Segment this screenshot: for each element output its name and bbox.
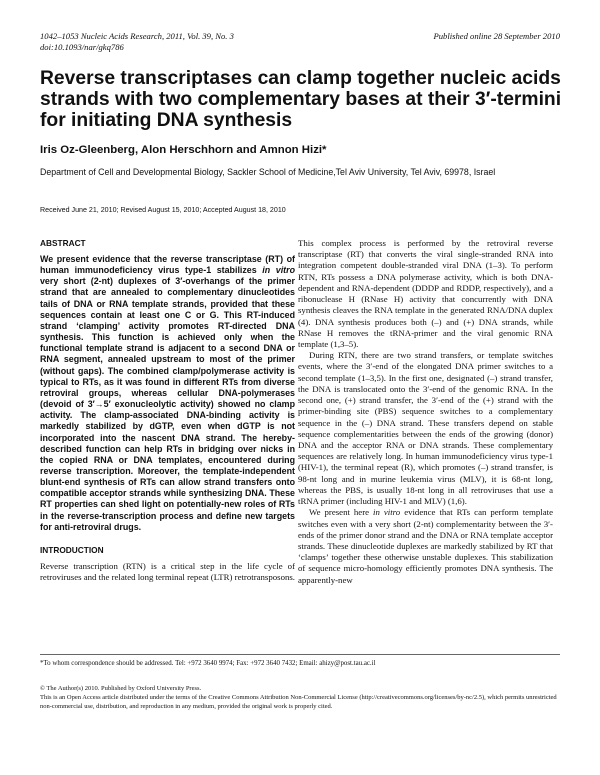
abstract-text: We present evidence that the reverse transcriptase (RT) of human immunodeficiency virus type-1 stabilizes in vitro very short (2-nt) duplexes of 3′-overhangs of the primer strand that are annealed to complementary dinucleotides tails of DNA or RNA template strands, provided that these sequences contain at least one C or G. This RT-induced strand ‘clamping’ activity promotes RT-directed DNA synthesis. This function is achieved only when the functional template strand is adjacent to a second DNA or RNA segment, annealed upstream to most of the primer (without gaps). The combined clamp/polymerase activity is typical to RTs, as it was found in different RTs from diverse retroviral groups, whereas cellular DNA-polymerases (devoid of 3′→5′ exonucleolytic activity) showed no clamp activity. The clamp-associated DNA-binding activity is markedly stabilized by dGTP, even when dGTP is not incorporated into the nascent DNA strand. The hereby-described function can help RTs in bridging over nicks in the copied RNA or DNA templates, encountered during reverse transcription. Moreover, the template-independent blunt-end synthesis of RTs can allow strand transfers onto compatible acceptor strands while synthesizing DNA. These RT properties can shed light on potentially-new roles of RTs in the reverse-transcription process and define new targets for anti-retroviral drugs. <box>40 254 295 532</box>
running-header <box>40 31 234 52</box>
copyright-line: © The Author(s) 2010. Published by Oxford University Press. <box>40 685 202 692</box>
abstract-heading: ABSTRACT <box>40 238 86 248</box>
footnote-divider <box>40 654 560 655</box>
intro-paragraph-3: We present here in vitro evidence that RTs can perform template switches even with a very short (2-nt) complementarity between the 3′-ends of the primer donor strand and the DNA or RNA template acceptor strands. These dinucleotide duplexes are markedly stabilized by RT that ‘clamps’ together these otherwise unstable duplexes. This stabilization of sequence micro-homology efficiently promotes DNA synthesis. The apparently-new <box>298 507 553 585</box>
doi: doi:10.1093/nar/gkq786 <box>40 41 124 52</box>
article-title: Reverse transcriptases can clamp together nucleic acids strands with two complementary bases at their 3′-termini for initiating DNA synthesis <box>40 68 562 131</box>
affiliation: Department of Cell and Developmental Biology, Sackler School of Medicine,Tel Aviv University, Tel Aviv, 69978, Israel <box>40 167 496 177</box>
introduction-heading: INTRODUCTION <box>40 544 104 555</box>
journal-citation: 1042–1053 Nucleic Acids Research, 2011, Vol. 39, No. 3 <box>40 31 234 41</box>
author-list: Iris Oz-Gleenberg, Alon Herschhorn and Amnon Hizi* <box>40 144 327 156</box>
intro-paragraph-1-continued-wrapper <box>298 238 553 350</box>
submission-dates: Received June 21, 2010; Revised August 15, 2010; Accepted August 18, 2010 <box>40 206 286 214</box>
license-text: This is an Open Access article distributed under the terms of the Creative Commons Attribution Non-Commercial License (http://creativecommons.org/licenses/by-nc/2.5), which permits unrestricted non-commercial use, distribution, and reproduction in any medium, provided the original work is properly cited. <box>40 694 557 710</box>
publication-date: Published online 28 September 2010 <box>433 31 560 41</box>
intro-paragraph-1-continued: This complex process is performed by the retroviral reverse transcriptase (RT) that converts the viral single-stranded RNA into integration competent double-stranded viral DNA (1–3). To perform RTN, RTs possess a DNA polymerase activity, which is both DNA-dependent and RNA-dependent (DDDP and RDDP, respectively), and a ribonuclease H (RNase H) activity that concurrently with DNA synthesis cleaves the RNA template in the generated RNA/DNA duplex (4). DNA synthesis produces both (–) and (+) DNA strands, while RNase H removes the tRNA-primer and the viral genomic RNA template (1,3–5). <box>298 238 553 350</box>
intro-paragraph-1: Reverse transcription (RTN) is a critical step in the life cycle of retroviruses and the related long terminal repeat (LTR) retrotransposons. <box>40 560 295 583</box>
license-footnote <box>40 684 560 711</box>
correspondence-footnote: *To whom correspondence should be addressed. Tel: +972 3640 9974; Fax: +972 3640 7432; Email: ahizy@post.tau.ac.il <box>40 660 376 667</box>
intro-paragraph-2: During RTN, there are two strand transfers, or template switches events, where the 3′-end of the elongated DNA primer switches to a second template (1–3,5). In the first one, designated (–) strand transfer, the DNA is translocated onto the 3′-end of the genomic RNA. In the second one, (+) strand transfer, the 3′-end of the (+) strand with the primer-binding site (PBS) sequence switches to a complementary sequence in the (–) DNA strand. These transfers depend on stable sequence complementarities between the ends of the growing (donor) DNA and the acceptor RNA or DNA strands. These complementary sequences are relatively long. In human immunodeficiency virus type-1 (HIV-1), the terminal repeat (R), which promotes (–) strand transfer, is 98-nt long and in murine leukemia virus (MLV), it is 68-nt long, whereas the PBS, is usually 18-nt long in all retroviruses that use a tRNA primer (including HIV-1 and MLV) (1,6). <box>298 350 553 507</box>
left-column <box>40 238 295 583</box>
right-column <box>298 238 553 586</box>
